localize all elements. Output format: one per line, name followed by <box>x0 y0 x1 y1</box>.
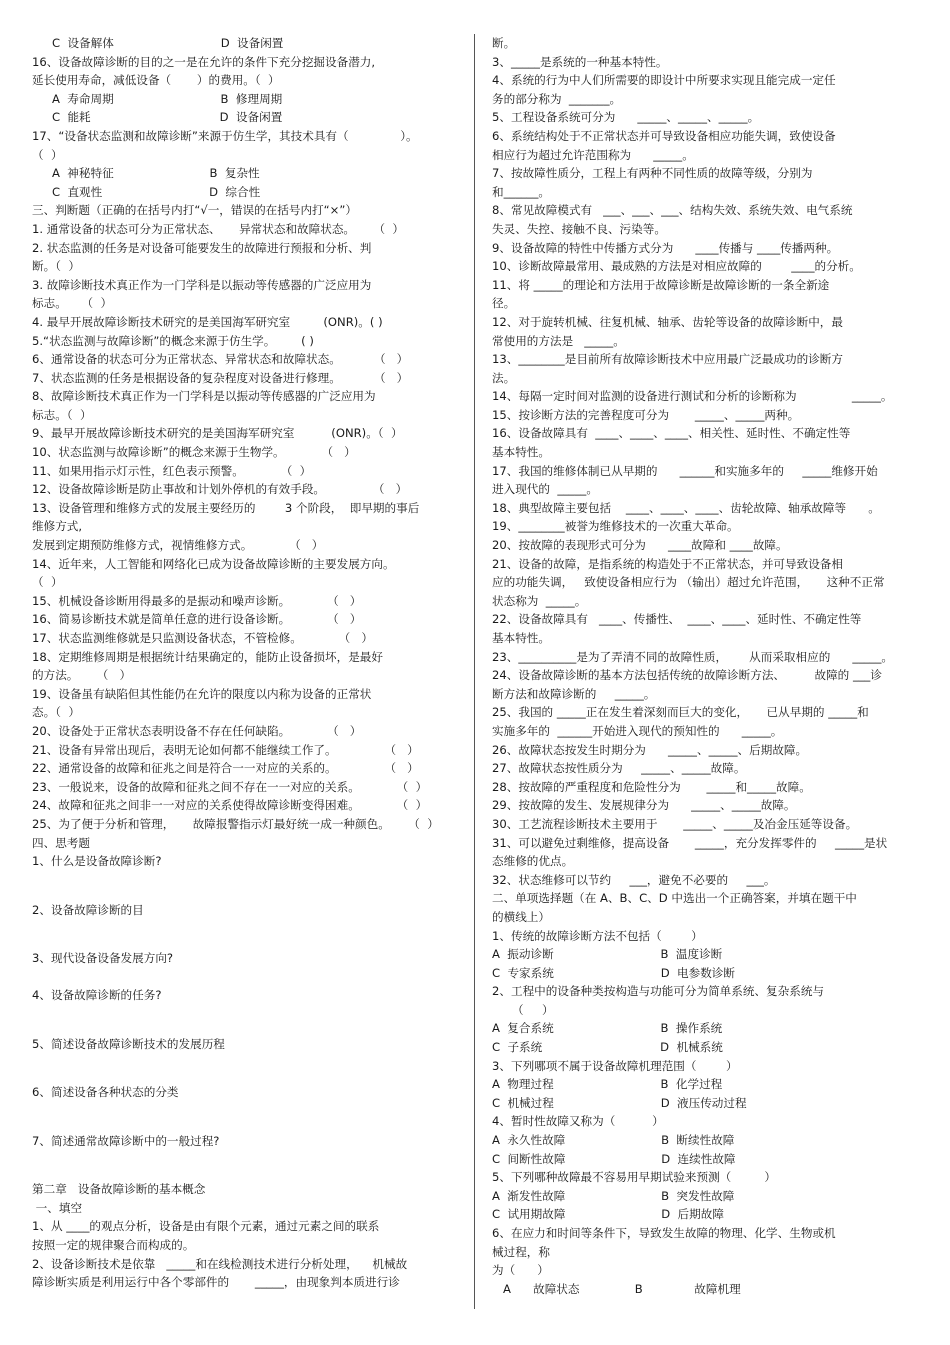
text-line: 4、暂时性故障又称为（ ） <box>492 1114 664 1129</box>
text-line: 14、近年来，人工智能和网络化已成为设备故障诊断的主要发展方向。 <box>32 556 395 571</box>
text-line: 的方法。 （ ） <box>32 668 132 683</box>
text-line: 态维修的优点。 <box>492 854 574 869</box>
text-line: C 子系统 D 机械系统 <box>492 1040 723 1055</box>
text-line: 障诊断实质是利用运行中各个零部件的 _____，由现象判本质进行诊 <box>32 1275 400 1290</box>
text-line: 1、什么是设备故障诊断? <box>32 854 162 869</box>
text-line: 4、系统的行为中人们所需要的即设计中所要求实现且能完成一定任 <box>492 73 836 88</box>
text-line: 16、设备故障诊断的目的之一是在允许的条件下充分挖掘设备潜力, <box>32 54 376 69</box>
text-line: C 直观性 D 综合性 <box>52 184 261 199</box>
text-line: 断。（ ） <box>32 259 80 274</box>
text-line: 25、为了便于分析和管理， 故障报警指示灯最好统一成一种颜色。 （ ） <box>32 816 439 831</box>
text-line: A 振动诊断 B 温度诊断 <box>492 947 723 962</box>
text-line: 17、状态监测维修就是只监测设备状态，不管检修。 （ ） <box>32 631 373 645</box>
text-line: 一、填空 <box>32 1200 83 1215</box>
text-line: 23、__________是为了弄清不同的故障性质， 从而采取相应的 _____。 <box>492 649 893 664</box>
text-line: 19、________被誉为维修技术的一次重大革命。 <box>492 519 739 534</box>
text-line: （ ） <box>32 575 63 590</box>
text-line: 1. 通常设备的状态可分为正常状态、 异常状态和故障状态。 （ ） <box>32 221 405 236</box>
text-line: 3、现代设备设备发展方向? <box>32 951 174 966</box>
text-line: 1、传统的故障诊断方法不包括（ ） <box>492 928 703 943</box>
text-line: 第二章 设备故障诊断的基本概念 <box>32 1182 206 1197</box>
text-line: 16、设备故障具有 ____、____、____、相关性、延时性、不确定性等 <box>492 426 851 441</box>
text-line: 进入现代的 _____。 <box>492 482 598 497</box>
text-line: 20、按故障的表现形式可分为 ____故障和 ____故障。 <box>492 538 788 553</box>
text-line: 8、常见故障模式有 ___、___、___、结构失效、系统失效、电气系统 <box>492 203 853 218</box>
text-line: 状态称为 _____。 <box>492 593 587 608</box>
text-line: 应的功能失调， 致使设备相应行为 （输出）超过允许范围， 这种不正常 <box>492 575 885 590</box>
text-line: A 渐发性故障 B 突发性故障 <box>492 1188 735 1203</box>
text-line: 失灵、失控、接触不良、污染等。 <box>492 221 666 236</box>
text-line: 25、我国的 _____正在发生着深刻而巨大的变化， 已从早期的 _____和 <box>492 705 869 720</box>
text-line: 20、设备处于正常状态表明设备不存在任何缺陷。 （ ） <box>32 723 362 738</box>
text-line: 3、下列哪项不属于设备故障机理范围（ ） <box>492 1058 738 1073</box>
text-line: 6、简述设备各种状态的分类 <box>32 1085 179 1100</box>
text-line: （ ） <box>512 1002 554 1017</box>
text-line: 基本特性。 <box>492 631 550 645</box>
text-line: 基本特性。 <box>492 445 550 460</box>
text-line: 和______。 <box>492 184 550 199</box>
text-line: 26、故障状态按发生时期分为 _____、_____、后期故障。 <box>492 742 808 757</box>
text-line: 为（ ） <box>492 1263 549 1278</box>
text-line: 7、按故障性质分，工程上有两种不同性质的故障等级，分别为 <box>492 166 813 181</box>
text-line: 15、机械设备诊断用得最多的是振动和噪声诊断。 （ ） <box>32 593 362 608</box>
text-line: 32、状态维修可以节约 ___，避免不必要的 ___。 <box>492 872 776 887</box>
text-line: 维修方式, <box>32 519 83 534</box>
text-line: 9、最早开展故障诊断技术研究的是美国海军研究室 (ONR)。（ ） <box>32 426 403 441</box>
text-line: 2. 状态监测的任务是对设备可能要发生的故障进行预报和分析、判 <box>32 240 372 255</box>
text-line: 6、在应力和时间等条件下，导致发生故障的物理、化学、生物或机 <box>492 1226 836 1240</box>
text-line: A 寿命周期 B 修理周期 <box>52 91 283 106</box>
text-line: 18、典型故障主要包括 ____、____、____、齿轮故障、轴承故障等 。 <box>492 500 880 515</box>
text-line: 23、一般说来，设备的故障和征兆之间不存在一一对应的关系。 （ ） <box>32 779 428 794</box>
text-line: 2、设备诊断技术是依靠 _____和在线检测技术进行分析处理， 机械故 <box>32 1256 408 1271</box>
text-line: 务的部分称为 _______。 <box>492 91 622 106</box>
text-line: 3、_____是系统的一种基本特性。 <box>492 54 668 69</box>
text-line: 22、设备故障具有 ____、传播性、 ____、____、延时性、不确定性等 <box>492 612 862 627</box>
text-line: 8、故障诊断技术真正作为一门学科是以振动等传感器的广泛应用为 <box>32 389 376 404</box>
text-line: 5、工程设备系统可分为 _____、_____、_____。 <box>492 110 760 125</box>
text-line: 11、将 _____的理论和方法用于故障诊断是故障诊断的一条全新途 <box>492 277 830 292</box>
text-line: 27、故障状态按性质分为 _____、_____故障。 <box>492 761 746 776</box>
text-line: 3. 故障诊断技术真正作为一门学科是以振动等传感器的广泛应用为 <box>32 277 372 292</box>
text-line: 24、故障和征兆之间非一一对应的关系使得故障诊断变得困难。 （ ） <box>32 798 428 813</box>
text-line: A 神秘特征 B 复杂性 <box>52 166 260 181</box>
text-line: C 专家系统 D 电参数诊断 <box>492 965 735 980</box>
text-line: 发展到定期预防维修方式，视情维修方式。 （ ） <box>32 538 324 553</box>
text-line: 15、按诊断方法的完善程度可分为 _____、_____两种。 <box>492 407 800 422</box>
text-line: 13、________是目前所有故障诊断技术中应用最广泛最成功的诊断方 <box>492 352 843 367</box>
text-line: A 复合系统 B 操作系统 <box>492 1021 723 1036</box>
text-line: 17、我国的维修体制已从早期的 ______和实施多年的 _____维修开始 <box>492 463 878 478</box>
text-line: 5、下列哪种故障最不容易用早期试验来预测（ ） <box>492 1170 777 1185</box>
text-line: 21、设备有异常出现后，表明无论如何都不能继续工作了。 （ ） <box>32 742 419 757</box>
left-column <box>32 34 462 1292</box>
text-line: 断。 <box>492 36 516 50</box>
text-line: 18、定期维修周期是根据统计结果确定的，能防止设备损坏，是最好 <box>32 649 383 664</box>
text-line: 4. 最早开展故障诊断技术研究的是美国海军研究室 (ONR)。( ) <box>32 314 383 329</box>
text-line: C 间断性故障 D 连续性故障 <box>492 1151 736 1166</box>
text-line: 三、判断题（正确的在括号内打“√一，错误的在括号内打“×”） <box>32 203 357 218</box>
text-line: 16、简易诊断技术就是简单任意的进行设备诊断。 （ ） <box>32 612 362 627</box>
text-line: 6、系统结构处于不正常状态并可导致设备相应功能失调，致使设备 <box>492 128 836 143</box>
text-line: 7、简述通常故障诊断中的一般过程? <box>32 1133 220 1148</box>
text-line: 6、通常设备的状态可分为正常状态、异常状态和故障状态。 （ ） <box>32 352 409 367</box>
text-line: A 物理过程 B 化学过程 <box>492 1077 723 1092</box>
text-line: 法。 <box>492 370 516 385</box>
text-line: 的横线上） <box>492 909 550 924</box>
text-line: C 试用期故障 D 后期故障 <box>492 1207 724 1222</box>
text-line: 四、思考题 <box>32 835 90 850</box>
text-line: 12、对于旋转机械、往复机械、轴承、齿轮等设备的故障诊断中，最 <box>492 314 843 329</box>
text-line: 常使用的方法是 _____。 <box>492 333 625 348</box>
text-line: 31、可以避免过剩维修，提高设备 _____，充分发挥零件的 _____是状 <box>492 835 888 850</box>
text-line: 径。 <box>492 296 516 311</box>
text-line: 21、设备的故障，是指系统的构造处于不正常状态，并可导致设备相 <box>492 556 843 571</box>
text-line: C 设备解体 D 设备闲置 <box>52 36 284 50</box>
text-line: 10、诊断故障最常用、最成熟的方法是对相应故障的 ____的分析。 <box>492 259 861 274</box>
text-line: 标志。（ ） <box>32 407 92 422</box>
text-line: 17、“设备状态监测和故障诊断”来源于仿生学，其技术具有（ ）。 <box>32 128 418 143</box>
text-line: 延长使用寿命，减低设备（ ）的费用。（ ） <box>32 73 280 88</box>
text-line: 12、设备故障诊断是防止事故和计划外停机的有效手段。 （ ） <box>32 482 408 497</box>
text-line: 5.“状态监测与故障诊断”的概念来源于仿生学。 ( ) <box>32 333 314 348</box>
text-line: C 能耗 D 设备闲置 <box>52 110 283 125</box>
text-line: 2、设备故障诊断的目 <box>32 902 144 917</box>
text-line: 28、按故障的严重程度和危险性分为 _____和_____故障。 <box>492 779 811 794</box>
text-line: 1、从 ____的观点分析，设备是由有限个元素，通过元素之间的联系 <box>32 1219 380 1234</box>
text-line: 二、单项选择题（在 A、B、C、D 中选出一个正确答案，并填在题干中 <box>492 891 857 906</box>
text-line: 14、每隔一定时间对监测的设备进行测试和分析的诊断称为 _____。 <box>492 389 893 404</box>
text-line: C 机械过程 D 液压传动过程 <box>492 1095 747 1110</box>
text-line: 29、按故障的发生、发展规律分为 _____、_____故障。 <box>492 798 796 813</box>
text-line: 相应行为超过允许范围称为 _____。 <box>492 147 694 162</box>
text-line: 态。（ ） <box>32 705 80 720</box>
text-line: 10、状态监测与故障诊断”的概念来源于生物学。 （ ） <box>32 445 356 460</box>
text-line: 断方法和故障诊断的 _____。 <box>492 686 656 701</box>
text-line: 4、设备故障诊断的任务? <box>32 987 162 1002</box>
text-line: （ ） <box>32 147 63 162</box>
text-line: 2、工程中的设备种类按构造与功能可分为简单系统、复杂系统与 <box>492 984 825 999</box>
text-line: 13、设备管理和维修方式的发展主要经历的 3 个阶段， 即早期的事后 <box>32 500 420 515</box>
text-line: 械过程，称 <box>492 1244 550 1259</box>
text-line: 9、设备故障的特性中传播方式分为 ____传播与 ____传播两种。 <box>492 240 839 255</box>
text-line: 实施多年的 ______开始进入现代的预知性的 _____。 <box>492 723 783 738</box>
text-line: 按照一定的规律聚合而构成的。 <box>32 1238 195 1253</box>
text-line: 22、通常设备的故障和征兆之间是符合一一对应的关系的。 （ ） <box>32 761 419 776</box>
text-line: 标志。 （ ） <box>32 296 113 311</box>
text-line: 19、设备虽有缺陷但其性能仍在允许的限度以内称为设备的正常状 <box>32 686 372 701</box>
text-line: 7、状态监测的任务是根据设备的复杂程度对设备进行修理。 （ ） <box>32 370 409 385</box>
text-line: A 故障状态 B 故障机理 <box>492 1281 741 1296</box>
text-line: 11、如果用指示灯示性，红色表示预警。 （ ） <box>32 463 312 478</box>
text-line: 24、设备故障诊断的基本方法包括传统的故障诊断方法、 故障的 ___诊 <box>492 668 882 683</box>
text-line: 30、工艺流程诊断技术主要用于 _____、_____及冶金压延等设备。 <box>492 816 858 831</box>
text-line: A 永久性故障 B 断续性故障 <box>492 1133 735 1148</box>
text-line: 5、简述设备故障诊断技术的发展历程 <box>32 1036 225 1051</box>
right-column <box>492 34 920 1298</box>
column-divider <box>474 34 475 1309</box>
